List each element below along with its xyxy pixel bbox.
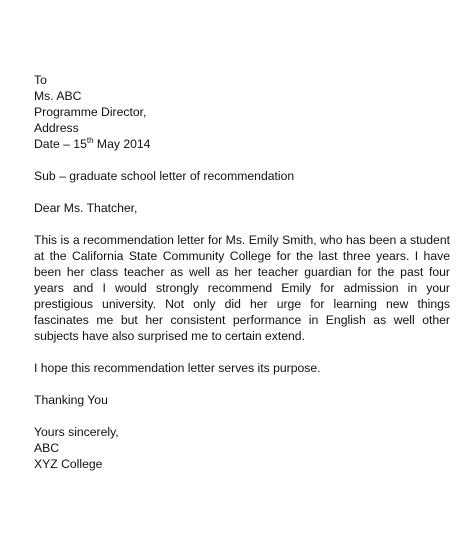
- salutation: Dear Ms. Thatcher,: [34, 201, 138, 215]
- signer-name: ABC: [34, 441, 60, 455]
- date-rest: May 2014: [93, 137, 151, 151]
- date-prefix: Date – 15: [34, 137, 87, 151]
- thanks-line: Thanking You: [34, 393, 108, 407]
- subject-line: Sub – graduate school letter of recommendation: [34, 169, 295, 183]
- to-line: To: [34, 73, 47, 87]
- date-ordinal-suffix: th: [86, 135, 94, 145]
- recipient-block: [34, 72, 450, 152]
- closing-paragraph: I hope this recommendation letter serves its purpose.: [34, 361, 321, 375]
- recipient-address: Address: [34, 121, 79, 135]
- recommendation-letter: [34, 72, 450, 472]
- recipient-name: Ms. ABC: [34, 89, 82, 103]
- signer-institution: XYZ College: [34, 457, 103, 471]
- valediction: Yours sincerely,: [34, 425, 119, 439]
- letter-date: [34, 136, 450, 152]
- signature-block: [34, 424, 450, 472]
- recipient-title: Programme Director,: [34, 105, 147, 119]
- body-paragraph: This is a recommendation letter for Ms. Emily Smith, who has been a student at the California State Community College for the last three years. I have been her class teacher as well as her teacher guardian for the past four years and I would strongly recommend Emily for admission in your prestigious university. Not only did her urge for learning new things fascinates me but her consistent performance in English as well other subjects have also surprised me to certain extend.: [34, 233, 450, 343]
